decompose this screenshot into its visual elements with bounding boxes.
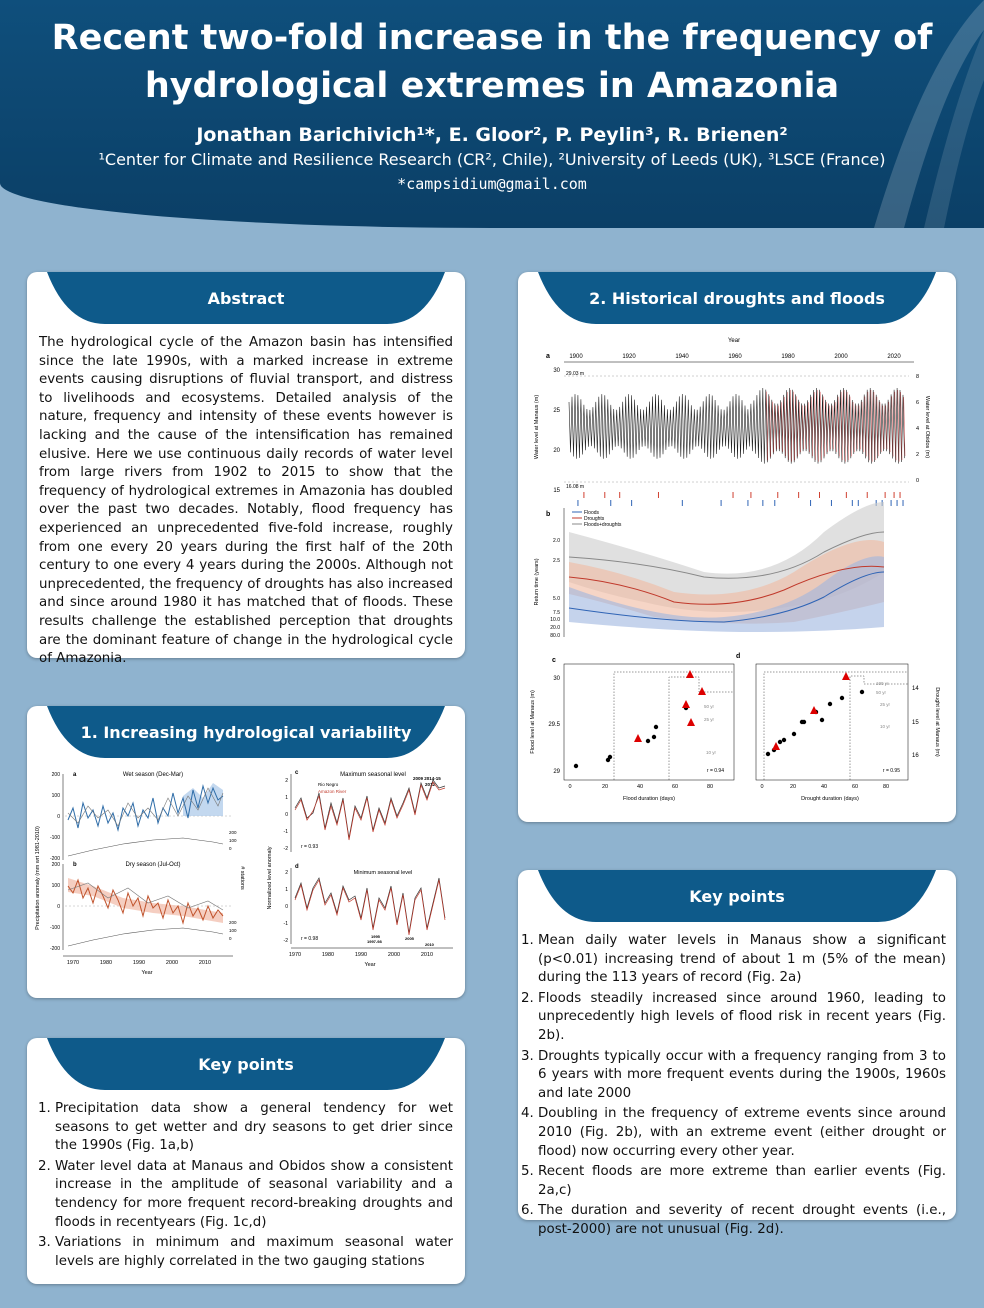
contact-email[interactable]: *campsidium@gmail.com (397, 175, 587, 193)
fig2d-rp-10: 10 yr (880, 724, 891, 729)
fig2a-hydrograph (569, 388, 905, 464)
keypoint1-item: 2. Water level data at Manaus and Obidos show a consistent increase in the amplitude of seasonal variability and a tendency for more frequent record-breaking droughts and floods in recentyears (Fig. 1c,d) (55, 1158, 453, 1232)
fig1d-ann-2010: 2010 (425, 942, 434, 947)
fig2b-label: b (546, 511, 551, 518)
fig1a-ytick-0: 0 (57, 814, 60, 820)
keypoint2-item: 4. Doubling in the frequency of extreme events since around 2010 (Fig. 2b), with an extreme event (either drought or flood) now occurring every other year. (538, 1105, 946, 1161)
fig2a-ytick-30: 30 (553, 368, 560, 374)
fig1-ylabel-left: Precipitation anomaly (mm wrt 1981-2010) (35, 826, 41, 930)
fig2c-rp-50: 50 yr (704, 704, 715, 709)
fig1c-ytick-m1: -1 (283, 829, 288, 835)
fig2d-ytick-15: 15 (912, 720, 919, 726)
fig1c-ytick-2: 2 (285, 778, 288, 784)
fig2b-ytick-10: 10.0 (550, 617, 560, 623)
keypoints2-list (518, 932, 946, 1240)
fig2d-rp-100: 100 yr (876, 681, 889, 686)
fig1b-ytick-m100: -100 (49, 925, 60, 931)
fig2d-ytick-14: 14 (912, 686, 919, 692)
fig1-right-xtick-2010: 2010 (420, 952, 434, 958)
fig2b-ytick-5: 5.0 (553, 596, 560, 602)
fig1c-legend-negro: Rio Negro (318, 782, 339, 787)
fig2a-ytick-25: 25 (553, 408, 560, 414)
fig2d-ytick-16: 16 (912, 753, 919, 759)
fig2c-rp-10: 10 yr (706, 750, 717, 755)
fig1-right-xtick-2000: 2000 (387, 952, 401, 958)
poster-header (0, 0, 984, 228)
fig2-xtick-2000: 2000 (834, 354, 848, 360)
fig2a-ytick-r2: 2 (916, 452, 920, 458)
keypoint2-item: 6. The duration and severity of recent drought events (i.e., post-2000) are not unusual (Fig. 2d). (538, 1202, 946, 1239)
fig2b-ytick-20: 20.0 (550, 625, 560, 631)
fig1-left-xlabel: Year (141, 970, 153, 976)
keypoints1-heading: Key points (198, 1054, 294, 1074)
fig1a-label: a (73, 772, 77, 778)
fig2c-xtick-40: 40 (636, 784, 644, 790)
section1-tab (27, 706, 465, 758)
fig2c-r: r = 0.94 (706, 768, 724, 774)
fig2b-ylabel: Return time (years) (534, 558, 540, 606)
fig1-left-xtick-2000: 2000 (165, 960, 179, 966)
fig1a-stations-100: 100 (229, 838, 237, 843)
fig1b-ytick-0: 0 (57, 904, 60, 910)
fig2c-xtick-0: 0 (568, 784, 572, 790)
fig1b-stations-0: 0 (229, 936, 232, 941)
fig2c-xtick-60: 60 (671, 784, 679, 790)
fig1a-ytick-m200: -200 (49, 856, 60, 862)
fig2c-xtick-80: 80 (706, 784, 714, 790)
fig1c-ann-2009: 2009 2014-15 (413, 776, 441, 781)
keypoint2-item: 3. Droughts typically occur with a frequency ranging from 3 to 6 years with more frequent events during the 1900s, 1960s and late 2000 (538, 1048, 946, 1104)
fig2b-legend-both: Floods+droughts (584, 522, 622, 528)
fig2d-ylabel: Drought level at Manaus (m) (934, 687, 940, 757)
fig2-top-xlabel: Year (727, 338, 741, 344)
fig1a-ytick-m100: -100 (49, 835, 60, 841)
fig2c-ytick-29.5: 29.5 (548, 722, 560, 728)
fig2c-ytick-29: 29 (553, 769, 560, 775)
section2-heading: 2. Historical droughts and floods (589, 288, 885, 308)
keypoint2-item: 5. Recent floods are more extreme than earlier events (Fig. 2a,c) (538, 1163, 946, 1200)
fig2a-ylabel: Water level at Manaus (m) (534, 394, 540, 460)
fig2b-legend-droughts: Droughts (584, 516, 605, 522)
section1-panel (27, 706, 465, 998)
keypoint1-item: 3. Variations in minimum and maximum seasonal water levels are highly correlated in the two gauging stations (55, 1234, 453, 1271)
fig1b-ytick-200: 200 (51, 862, 60, 868)
fig2a-ytick-r8: 8 (916, 374, 920, 380)
fig2-xtick-1960: 1960 (728, 354, 742, 360)
fig1b-title: Dry season (Jul-Oct) (125, 862, 181, 868)
figure-1 (33, 768, 461, 992)
fig2d-rp-25: 25 yr (880, 702, 891, 707)
authors: Jonathan Barichivich¹*, E. Gloor², P. Peylin³, R. Brienen² (196, 124, 788, 146)
fig1d-ann-2005: 2005 (405, 936, 414, 941)
fig2a-manaus-line (569, 388, 905, 464)
figure-2 (524, 332, 950, 816)
fig1d-ann-1997: 1997-98 (367, 939, 382, 944)
fig2d-rp-50: 50 yr (876, 690, 887, 695)
fig1d-r: r = 0.98 (301, 936, 319, 942)
fig1b-stations-100: 100 (229, 928, 237, 933)
fig2a-ytick-r4: 4 (916, 426, 920, 432)
keypoints2-heading: Key points (689, 886, 785, 906)
abstract-panel (27, 272, 465, 667)
fig2d-xlabel: Drought duration (days) (801, 796, 859, 802)
fig2b-ytick-2: 2.0 (553, 538, 560, 544)
fig1d-ann-1995: 1995 (371, 934, 380, 939)
fig1a-stations-0: 0 (229, 846, 232, 851)
fig2d-label: d (736, 653, 741, 660)
fig1-left-xtick-1980: 1980 (99, 960, 113, 966)
abstract-tab (27, 272, 465, 324)
fig1-right-xlabel: Year (364, 962, 376, 968)
fig1-right-xtick-1980: 1980 (321, 952, 335, 958)
fig2a-ytick-r6: 6 (916, 400, 920, 406)
fig2-xtick-1900: 1900 (569, 354, 583, 360)
fig1-left-xtick-1970: 1970 (66, 960, 80, 966)
fig1d-ytick-1: 1 (285, 887, 288, 893)
fig2b-ytick-7.5: 7.5 (553, 610, 560, 616)
keypoints1-panel (27, 1038, 465, 1284)
fig2c-ylabel: Flood level at Manaus (m) (530, 690, 536, 754)
fig2a-min: 16.08 m (566, 484, 585, 490)
abstract-heading: Abstract (207, 288, 285, 308)
fig1c-title: Maximum seasonal level (340, 772, 406, 778)
title-line-1: Recent two-fold increase in the frequency of (51, 18, 933, 58)
affiliations: ¹Center for Climate and Resilience Research (CR², Chile), ²University of Leeds (UK), ³LSCE (France) (98, 150, 886, 169)
fig2c-ytick-30: 30 (553, 676, 560, 682)
keypoint2-item: 1. Mean daily water levels in Manaus show a significant (p<0.01) increasing trend of about 1 m (5% of the mean) during the 113 years of record (Fig. 2a) (538, 932, 946, 988)
keypoint1-item: 1. Precipitation data show a general tendency for wet seasons to get wetter and dry seasons to get drier since the 1990s (Fig. 1a,b) (55, 1100, 453, 1156)
keypoints1-tab (27, 1038, 465, 1090)
fig1b-ytick-100: 100 (51, 883, 60, 889)
fig2b-ytick-80: 80.0 (550, 633, 560, 639)
fig2d-xtick-0: 0 (760, 784, 764, 790)
title-line-2: hydrological extremes in Amazonia (144, 66, 840, 106)
fig2c-xtick-20: 20 (601, 784, 609, 790)
fig2c-xlabel: Flood duration (days) (623, 796, 675, 802)
fig2a-ytick-15: 15 (553, 488, 560, 494)
fig2d-xtick-80: 80 (882, 784, 890, 790)
fig2-xtick-1920: 1920 (622, 354, 636, 360)
fig1c-label: c (295, 770, 299, 776)
fig1c-ytick-0: 0 (285, 812, 288, 818)
fig1d-label: d (295, 864, 299, 870)
fig2a-ylabel-right: Water level at Obidos (m) (924, 395, 930, 459)
fig1c-r: r = 0.93 (301, 844, 319, 850)
section2-tab (518, 272, 956, 324)
fig2a-max: 29.03 m (566, 371, 585, 377)
fig1-left-xtick-2010: 2010 (198, 960, 212, 966)
fig1a-stations-200: 200 (229, 830, 237, 835)
fig2b-ytick-2.5: 2.5 (553, 558, 560, 564)
fig2d-xtick-60: 60 (851, 784, 859, 790)
keypoints2-tab (518, 870, 956, 922)
fig1-left-xtick-1990: 1990 (132, 960, 146, 966)
keypoints2-panel (518, 870, 956, 1237)
fig2a-label: a (546, 353, 550, 360)
fig1a-ytick-200: 200 (51, 772, 60, 778)
fig1b-label: b (73, 862, 77, 868)
fig2b-legend-floods: Floods (584, 510, 600, 516)
fig2a-event-ticks (578, 492, 903, 506)
fig1c-ytick-1: 1 (285, 795, 288, 801)
section1-heading: 1. Increasing hydrological variability (80, 722, 412, 742)
fig1-right-xtick-1970: 1970 (288, 952, 302, 958)
fig2-xtick-1940: 1940 (675, 354, 689, 360)
abstract-text: The hydrological cycle of the Amazon basin has intensified since the late 1990s, with a marked increase in extreme events causing disruptions of fluvial transport, and distress to livelihoods and ecosystems. Detailed analysis of the nature, frequency and intensity of these events however is lacking and the cause of the intensification has remained elusive. Here we use continuous daily records of water level from large rivers from 1902 to 2015 to show that the frequency of hydrological extremes in Amazonia has doubled over the past two decades. Notably, flood frequency has experienced an unprecedented five-fold increase, roughly from one every 20 years during the first half of the 20th century to one every 4 years during the 2000s. Although not unprecedented, the frequency of droughts has also increased and since around 1980 it has matched that of floods. These results challenge the established perception that droughts are the dominant feature of change in the hydrological cycle of Amazonia. (39, 335, 453, 667)
fig1c-ann-2012: 2012 (425, 782, 436, 787)
keypoint2-item: 2. Floods steadily increased since around 1960, leading to unprecedently high levels of flood risk in recent years (Fig. 2b). (538, 990, 946, 1046)
fig2d-xtick-40: 40 (820, 784, 828, 790)
fig2c-rp-25: 25 yr (704, 717, 715, 722)
section2-panel (518, 272, 956, 822)
fig1b-ytick-m200: -200 (49, 946, 60, 952)
fig1-ylabel-stations: # stations (239, 866, 245, 890)
fig1-ylabel-right: Normalized level anomaly (267, 846, 273, 910)
fig2d-points (766, 672, 864, 756)
fig2-xtick-1980: 1980 (781, 354, 795, 360)
fig2-xtick-2020: 2020 (887, 354, 901, 360)
fig2a-ytick-20: 20 (553, 448, 560, 454)
fig1d-ytick-m2: -2 (283, 938, 288, 944)
fig1d-ytick-2: 2 (285, 870, 288, 876)
fig1a-ytick-100: 100 (51, 793, 60, 799)
fig1d-ytick-0: 0 (285, 904, 288, 910)
fig1b-stations-200: 200 (229, 920, 237, 925)
poster-title (20, 14, 964, 110)
fig1d-title: Minimum seasonal level (353, 870, 413, 876)
keypoints1-list (35, 1100, 453, 1271)
fig1a-title: Wet season (Dec-Mar) (122, 772, 184, 778)
fig1d-ytick-m1: -1 (283, 921, 288, 927)
fig2c-label: c (552, 657, 556, 664)
fig2d-xtick-20: 20 (789, 784, 797, 790)
fig1-right-xtick-1990: 1990 (354, 952, 368, 958)
fig2a-ytick-r0: 0 (916, 478, 920, 484)
fig2d-r: r = 0.95 (882, 768, 900, 774)
fig1c-legend-amazon: Amazon River (318, 789, 347, 794)
fig2c-points (574, 670, 706, 768)
fig1c-ytick-m2: -2 (283, 846, 288, 852)
